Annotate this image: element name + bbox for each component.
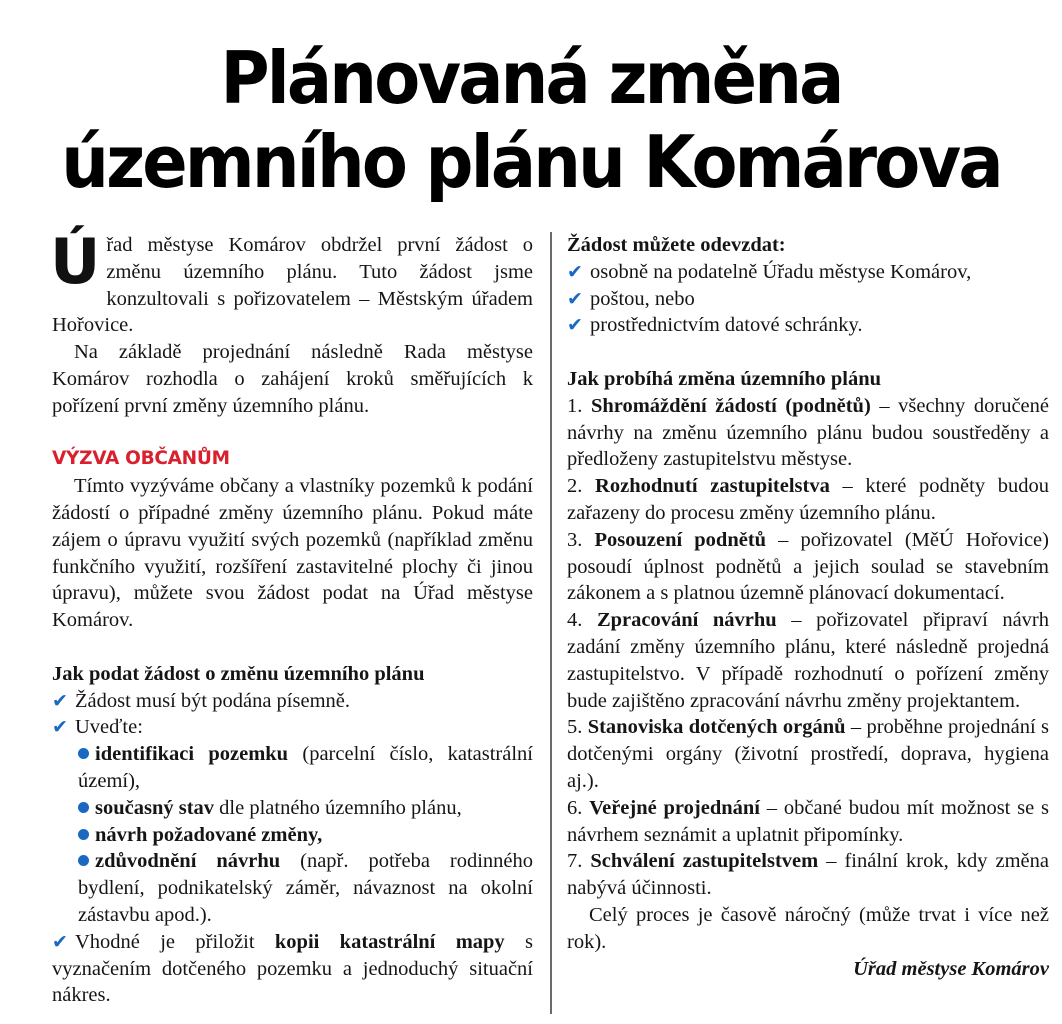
check-item-text: prostřednictvím datové schránky. — [590, 314, 863, 337]
check-item-text: Vhodné je přiložit — [75, 930, 275, 953]
check-list-item — [567, 312, 1049, 339]
title-line-1: Plánovaná změna — [220, 36, 842, 120]
step-description: – pořizovatel připraví návrh zadání změny územního plánu, které následně projedná zastupitelstvo. V případě rozhodnutí o pořízení změny bude zajištěno zpracování návrhu změny projektantem. — [567, 609, 1050, 712]
step-description: – všechny doručené návrhy na změnu územního plánu budou soustředěny a předloženy zastupitelstvu městyse. — [567, 394, 1049, 471]
signature: Úřad městyse Komárov — [853, 957, 1049, 980]
check-icon: ✔ — [52, 689, 68, 712]
bullet-dot-icon — [78, 748, 89, 759]
decision-paragraph: Na základě projednání následně Rada městyse Komárov rozhodla o zahájení kroků směřujících k pořízení první změny územního plánu. — [52, 341, 533, 417]
bullet-text: (parcelní číslo, katastrální území), — [78, 743, 533, 792]
check-list-item — [567, 286, 1049, 313]
step-number: 7. — [567, 850, 591, 873]
check-list-item — [52, 688, 533, 715]
step-title: Posouzení podnětů — [594, 528, 767, 551]
spacer — [52, 634, 533, 661]
bullet-bold-text: identifikaci pozemku — [95, 743, 289, 766]
bullet-dot-icon — [78, 829, 89, 840]
step-description: – které podněty budou zařazeny do procesu změny územního plánu. — [567, 475, 1050, 524]
step-title: Schválení zastupitelstvem — [590, 850, 819, 873]
bullet-text: (např. potřeba rodinného bydlení, podnikatelský záměr, návaznost na okolní zástavbu apod.). — [78, 850, 534, 926]
step-number: 1. — [567, 394, 591, 417]
process-step — [567, 607, 1049, 714]
right-column — [567, 232, 1049, 982]
step-number: 2. — [567, 475, 596, 498]
appeal-paragraph: Tímto vyzýváme občany a vlastníky pozemků k podání žádostí o případné změny územního plánu. Pokud máte zájem o úpravu využití svých pozemků (například změnu funkčního využití, rozšíření zastavitelné plochy či jinou úpravu), můžete svou žádost podat na Úřad městyse Komárov. — [52, 475, 533, 632]
check-item-text: osobně na podatelně Úřadu městyse Komárov, — [590, 260, 972, 283]
bullet-dot-icon — [78, 855, 89, 866]
step-title: Veřejné projednání — [589, 796, 760, 819]
step-title: Zpracování návrhu — [596, 609, 777, 632]
intro-text: řad městyse Komárov obdržel první žádost o změnu územního plánu. Tuto žádost jsme konzultovali s pořizovatelem – Městským úřadem Hořovice. — [52, 234, 533, 337]
check-icon: ✔ — [52, 716, 68, 739]
bullet-list-item — [52, 741, 533, 795]
step-title: Stanoviska dotčených orgánů — [587, 716, 846, 739]
step-number: 3. — [567, 528, 595, 551]
page-title — [37, 36, 1025, 204]
check-icon: ✔ — [567, 314, 583, 337]
step-description: – proběhne projednání s dotčenými orgány (životní prostředí, doprava, hygiena aj.). — [567, 716, 1050, 792]
bullet-list-item — [52, 822, 533, 849]
left-column — [50, 225, 534, 1009]
submit-heading: Žádost můžete odevzdat: — [567, 234, 786, 256]
closing-paragraph: Celý proces je časově náročný (může trvat i více než rok). — [567, 903, 1049, 953]
bullet-list-item — [52, 848, 533, 928]
process-step — [567, 795, 1049, 849]
process-heading: Jak probíhá změna územního plánu — [567, 367, 882, 390]
column-divider — [550, 232, 552, 1014]
step-number: 6. — [567, 796, 590, 819]
check-item-text: Uveďte: — [75, 716, 143, 739]
process-step — [567, 473, 1049, 527]
check-item-text: Žádost musí být podána písemně. — [75, 689, 350, 712]
bullet-bold-text: návrh požadované změny, — [95, 823, 323, 846]
process-step — [567, 848, 1049, 902]
spacer — [567, 339, 1049, 366]
bullet-list-item — [52, 795, 533, 822]
bullet-bold-text: současný stav — [95, 796, 215, 819]
check-item-text: s vyznačením dotčeného pozemku a jednoduchý situační nákres. — [52, 930, 533, 1007]
check-icon: ✔ — [567, 287, 583, 310]
spacer — [52, 420, 533, 447]
step-number: 5. — [567, 716, 588, 739]
bullet-text: dle platného územního plánu, — [214, 796, 462, 819]
step-description: – pořizovatel (MěÚ Hořovice) posoudí úplnost podnětů a jejich soulad se stavebním zákonem a s platnou územně plánovací dokumentací. — [567, 528, 1049, 605]
check-item-bold-text: kopii katastrální mapy — [274, 930, 505, 953]
intro-paragraph — [50, 225, 533, 339]
process-step — [567, 527, 1049, 607]
drop-cap: Ú — [50, 225, 101, 298]
check-list-item — [52, 714, 533, 741]
step-title: Shromáždění žádostí (podnětů) — [590, 394, 871, 417]
appeal-heading: VÝZVA OBČANŮM — [52, 448, 230, 470]
bullet-dot-icon — [78, 802, 89, 813]
step-description: – občané budou mít možnost se s návrhem seznámit a uplatnit připomínky. — [567, 796, 1050, 846]
check-list-item — [567, 259, 1049, 286]
check-list-item — [52, 929, 533, 1009]
how-to-apply-heading: Jak podat žádost o změnu územního plánu — [52, 662, 425, 685]
step-description: – finální krok, kdy změna nabývá účinnosti. — [567, 850, 1049, 900]
check-icon: ✔ — [52, 930, 68, 953]
check-icon: ✔ — [567, 260, 583, 283]
bullet-bold-text: zdůvodnění návrhu — [95, 850, 281, 873]
process-step — [567, 714, 1049, 794]
check-item-text: poštou, nebo — [590, 287, 695, 310]
process-step — [567, 393, 1049, 473]
step-title: Rozhodnutí zastupitelstva — [595, 475, 830, 498]
title-line-2: územního plánu Komárova — [61, 120, 1001, 204]
step-number: 4. — [567, 609, 597, 632]
